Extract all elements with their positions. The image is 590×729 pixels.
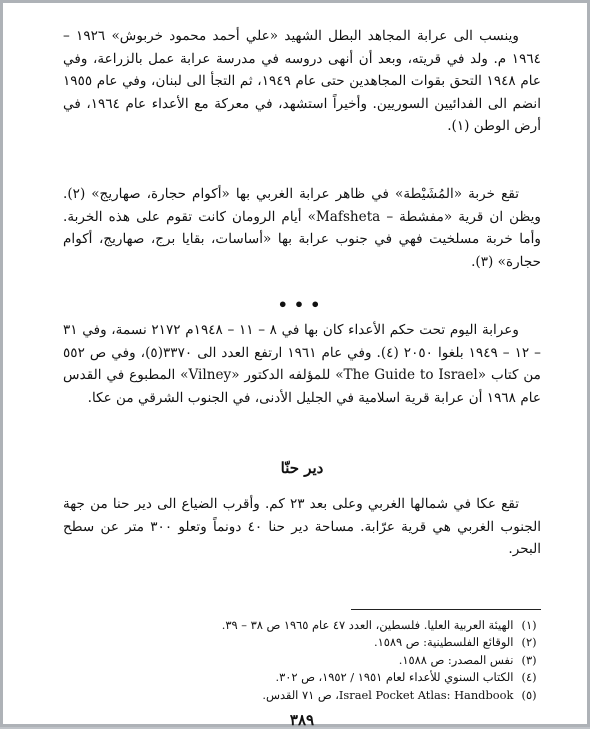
section-separator: •••	[277, 295, 327, 314]
footnote-number: (٥)	[521, 687, 537, 702]
book-page	[63, 25, 541, 729]
footnote-text: الهيئة العربية العليا. فلسطين، العدد ٤٧ عام ١٩٦٥ ص ٣٨ – ٣٩.	[221, 618, 514, 632]
footnote-number: (١)	[521, 618, 537, 632]
footnote-item	[63, 669, 541, 686]
footnote-text: نفس المصدر: ص ١٥٨٨.	[398, 652, 514, 667]
footnote-number: (٣)	[521, 652, 537, 667]
paragraph-population: وعرابة اليوم تحت حكم الأعداء كان بها في ٨ – ١١ – ١٩٤٨م ٢١٧٢ نسمة، وفي ٣١ – ١٢ – ١٩٤٩ بلغوا ٢٠٥٠ (٤). وفي عام ١٩٦١ ارتفع العدد الى ٣٣٧٠(٥)، وفي ص ٥٥٢ من كتاب «The Guide to Israel» للمؤلفه الدكتور «Vilney» المطبوع في القدس عام ١٩٦٨ أن عرابة قرية اسلامية في الجليل الأدنى، في الجنوب الشرقي من عكا.	[63, 322, 541, 406]
footnote-item	[63, 687, 541, 704]
footnotes-list	[63, 617, 541, 704]
footnote-item	[63, 617, 541, 634]
footnote-text: الكتاب السنوي للأعداء لعام ١٩٥١ / ١٩٥٢، ص ٣٠٢.	[275, 670, 514, 685]
footnote-text: الوقائع الفلسطينية: ص ١٥٨٩.	[374, 635, 514, 650]
footnote-item	[63, 634, 541, 651]
paragraph-biography: وينسب الى عرابة المجاهد البطل الشهيد «علي أحمد محمود خربوش» ١٩٢٦ – ١٩٦٤ م. ولد في قريته، وبعد أن أنهى دروسه في مدرسة عرابة عمل بالزراعة، وفي عام ١٩٤٨ التحق بقوات المجاهدين حتى عام ١٩٤٩، ثم التجأ الى لبنان، وفي عام ١٩٥٥ انضم الى الفدائيين السوريين. وأخيراً استشهد، في معركة مع الأعداء عام ١٩٦٤، في أرض الوطن (١).	[63, 28, 541, 135]
section-heading-deir-hanna: دير حنّا	[280, 459, 324, 477]
paragraph-khirbet-mushaita: تقع خربة «المُشَيْطة» في ظاهر عرابة الغربي بها «أكوام حجارة، صهاريج» (٢). ويظن ان قرية «مفشطة – Mafsheta» أيام الرومان كانت تقوم على هذه الخربة. وأما خربة مسلخيت فهي في جنوب عرابة بها «أساسات، بقايا برج، صهاريج، أكوام حجارة» (٣).	[63, 186, 541, 270]
footnote-rule	[351, 609, 541, 610]
paragraph-deir-hanna: تقع عكا في شمالها الغربي وعلى بعد ٢٣ كم. وأقرب الضياع الى دير حنا من جهة الجنوب الغربي هي قرية عرّابة. مساحة دير حنا ٤٠ دونماً وتعلو ٣٠٠ متر عن سطح البحر.	[63, 496, 541, 558]
footnote-number: (٤)	[521, 670, 537, 685]
page-number: ٣٨٩	[289, 711, 315, 729]
footnote-number: (٢)	[521, 635, 537, 650]
footnote-item	[63, 652, 541, 669]
footnote-text: Israel Pocket Atlas: Handbook، ص ٧١ القدس.	[262, 687, 514, 702]
